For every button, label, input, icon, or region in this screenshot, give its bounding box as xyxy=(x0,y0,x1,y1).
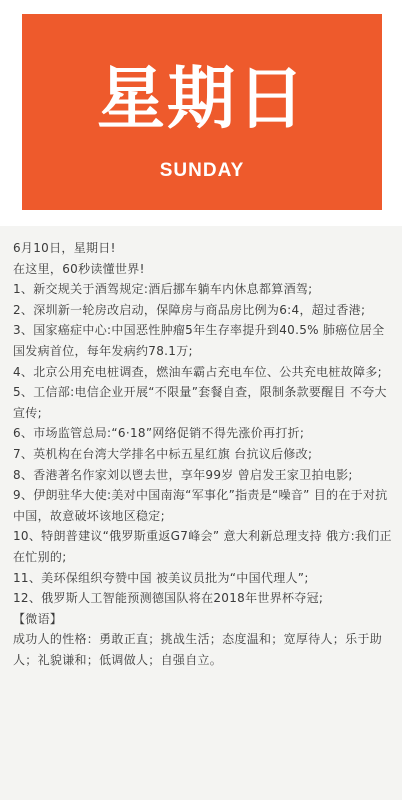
quote-text: 成功人的性格：勇敢正直；挑战生活；态度温和；宽厚待人；乐于助人；礼貌谦和；低调做人；自强自立。 xyxy=(13,632,383,667)
banner-title: 星期日 xyxy=(96,60,307,139)
intro-date-line: 6月10日，星期日! xyxy=(13,241,116,255)
news-item: 6、市场监管总局:“6·18”网络促销不得先涨价再打折; xyxy=(13,426,305,441)
news-item: 4、北京公用充电桩调查，燃油车霸占充电车位、公共充电桩故障多; xyxy=(13,364,382,379)
news-item: 3、国家癌症中心:中国恶性肿瘤5年生存率提升到40.5% 肺癌位居全国发病首位，每年发病约78.1万; xyxy=(13,323,385,358)
banner-subtitle: SUNDAY xyxy=(159,160,245,181)
news-item: 5、工信部:电信企业开展“不限量”套餐自查，限制条款要醒目 不夸大宣传; xyxy=(13,385,387,420)
news-item: 11、美环保组织夸赞中国 被美议员批为“中国代理人”; xyxy=(13,570,309,585)
intro-tagline: 在这里，60秒读懂世界! xyxy=(13,261,145,276)
news-item: 7、英机构在台湾大学排名中标五星红旗 台抗议后修改; xyxy=(13,446,313,461)
news-item: 9、伊朗驻华大使:美对中国南海“军事化”指责是“噪音” 目的在于对抗中国，故意破坏该地区稳定; xyxy=(13,488,388,523)
sunday-banner xyxy=(22,14,382,210)
banner-area xyxy=(0,0,402,226)
news-item: 8、香港著名作家刘以鬯去世，享年99岁 曾启发王家卫拍电影; xyxy=(13,467,353,482)
article-body xyxy=(13,238,393,670)
quote-heading: 【微语】 xyxy=(13,611,63,626)
news-item: 10、特朗普建议“俄罗斯重返G7峰会” 意大利新总理支持 俄方:我们正在忙别的; xyxy=(13,529,392,564)
news-item: 12、俄罗斯人工智能预测德国队将在2018年世界杯夺冠; xyxy=(13,591,324,606)
news-item: 1、新交规关于酒驾规定:酒后挪车躺车内休息都算酒驾; xyxy=(13,282,313,297)
news-item: 2、深圳新一轮房改启动，保障房与商品房比例为6:4，超过香港; xyxy=(13,302,366,317)
